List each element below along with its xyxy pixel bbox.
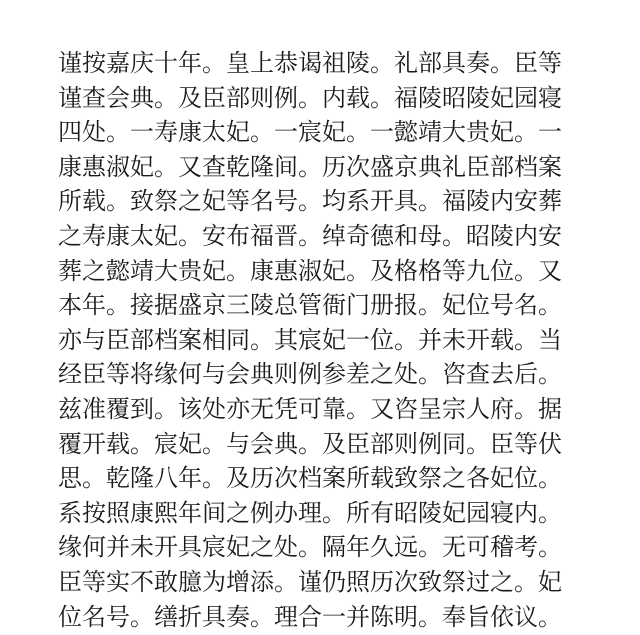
text-line: 覆开载。宸妃。与会典。及臣部则例同。臣等伏 [58, 429, 562, 458]
text-line: 位名号。缮折具奏。理合一并陈明。奉旨依议。 [58, 602, 562, 631]
text-line: 本年。接据盛京三陵总管衙门册报。妃位号名。 [58, 291, 562, 320]
text-line: 兹准覆到。该处亦无凭可靠。又咨呈宗人府。据 [58, 394, 562, 423]
text-line: 臣等实不敢臆为增添。谨仍照历次致祭过之。妃 [58, 567, 562, 596]
text-line: 经臣等将缘何与会典则例参差之处。咨查去后。 [58, 360, 562, 389]
text-line: 系按照康熙年间之例办理。所有昭陵妃园寝内。 [58, 498, 562, 527]
text-line: 葬之懿靖大贵妃。康惠淑妃。及格格等九位。又 [58, 256, 562, 285]
text-line: 四处。一寿康太妃。一宸妃。一懿靖大贵妃。一 [58, 118, 562, 147]
document-text [58, 46, 598, 634]
text-line: 亦与臣部档案相同。其宸妃一位。并未开载。当 [58, 325, 562, 354]
text-line: 思。乾隆八年。及历次档案所载致祭之各妃位。 [58, 464, 562, 493]
text-line: 之寿康太妃。安布福晋。绰奇德和母。昭陵内安 [58, 221, 562, 250]
text-line: 谨查会典。及臣部则例。内载。福陵昭陵妃园寝 [58, 83, 562, 112]
text-line: 谨按嘉庆十年。皇上恭谒祖陵。礼部具奏。臣等 [58, 49, 562, 77]
text-line: 缘何并未开具宸妃之处。隔年久远。无可稽考。 [58, 533, 562, 562]
text-line: 康惠淑妃。又查乾隆间。历次盛京典礼臣部档案 [58, 152, 562, 181]
text-line: 所载。致祭之妃等名号。均系开具。福陵内安葬 [58, 187, 562, 216]
